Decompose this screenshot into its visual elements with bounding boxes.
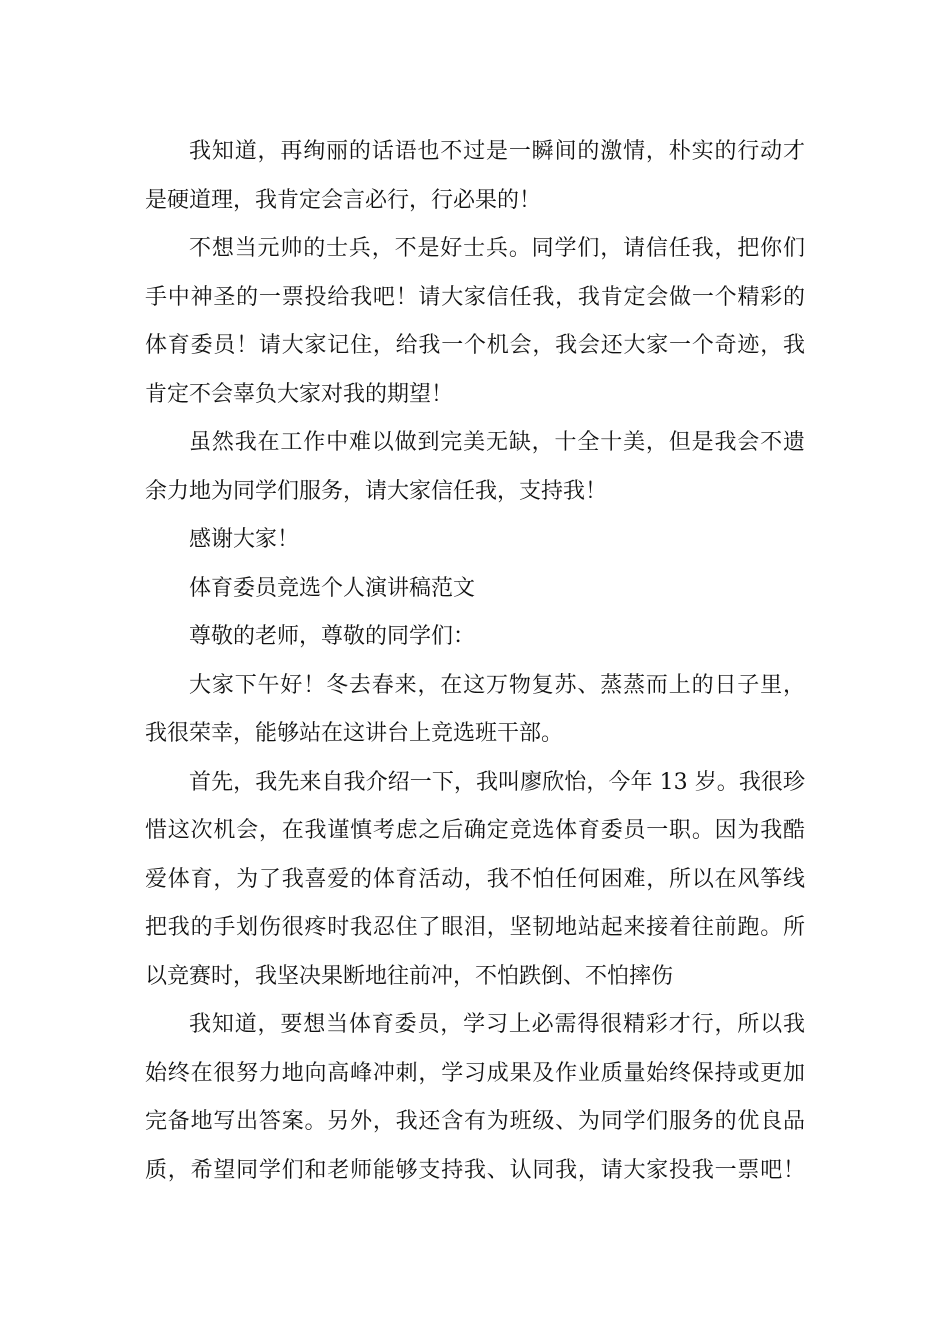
salutation bbox=[145, 613, 805, 662]
text-line: 始终在很努力地向高峰冲刺，学习成果及作业质量始终保持或更加 bbox=[145, 1060, 805, 1086]
text-line: 不想当元帅的士兵，不是好士兵。同学们，请信任我，把你们 bbox=[189, 236, 805, 261]
section-title bbox=[145, 565, 805, 614]
paragraph-4 bbox=[145, 516, 805, 565]
paragraph-3 bbox=[145, 419, 805, 516]
text-line: 惜这次机会，在我谨慎考虑之后确定竞选体育委员一职。因为我酷 bbox=[145, 818, 805, 843]
text-line: 把我的手划伤很疼时我忍住了眼泪，坚韧地站起来接着往前跑。所 bbox=[145, 915, 805, 940]
paragraph-8 bbox=[145, 759, 805, 1002]
text-line: 虽然我在工作中难以做到完美无缺，十全十美，但是我会不遗 bbox=[189, 430, 805, 455]
text-line: 尊敬的老师，尊敬的同学们： bbox=[189, 624, 476, 649]
text-line: 以竞赛时，我坚决果断地往前冲，不怕跌倒、不怕摔伤 bbox=[145, 963, 674, 989]
text-line: 体育委员！请大家记住，给我一个机会，我会还大家一个奇迹，我 bbox=[145, 333, 805, 358]
document-body bbox=[145, 128, 805, 1195]
paragraph-7 bbox=[145, 662, 805, 759]
text-line: 余力地为同学们服务，请大家信任我，支持我！ bbox=[145, 478, 608, 504]
text-line: 手中神圣的一票投给我吧！请大家信任我，我肯定会做一个精彩的 bbox=[145, 284, 805, 310]
text-line: 体育委员竞选个人演讲稿范文 bbox=[189, 575, 476, 601]
text-line: 感谢大家！ bbox=[189, 527, 300, 552]
text-line: 肯定不会辜负大家对我的期望！ bbox=[145, 381, 454, 407]
text-line: 大家下午好！冬去春来，在这万物复苏、蒸蒸而上的日子里， bbox=[189, 672, 805, 698]
paragraph-1 bbox=[145, 128, 805, 225]
paragraph-2 bbox=[145, 225, 805, 419]
text-line: 是硬道理，我肯定会言必行，行必果的！ bbox=[145, 187, 542, 213]
text-line: 我知道，要想当体育委员，学习上必需得很精彩才行，所以我 bbox=[189, 1012, 805, 1037]
text-line: 我知道，再绚丽的话语也不过是一瞬间的激情，朴实的行动才 bbox=[189, 139, 805, 164]
text-line: 完备地写出答案。另外，我还含有为班级、为同学们服务的优良品 bbox=[145, 1109, 805, 1134]
text-line: 我很荣幸，能够站在这讲台上竞选班干部。 bbox=[145, 721, 564, 746]
text-line: 爱体育，为了我喜爱的体育活动，我不怕任何困难，所以在风筝线 bbox=[145, 866, 805, 892]
paragraph-9 bbox=[145, 1001, 805, 1195]
text-line: 质，希望同学们和老师能够支持我、认同我，请大家投我一票吧！ bbox=[145, 1157, 805, 1183]
text-line: 首先，我先来自我介绍一下，我叫廖欣怡，今年 13 岁。我很珍 bbox=[189, 769, 805, 795]
